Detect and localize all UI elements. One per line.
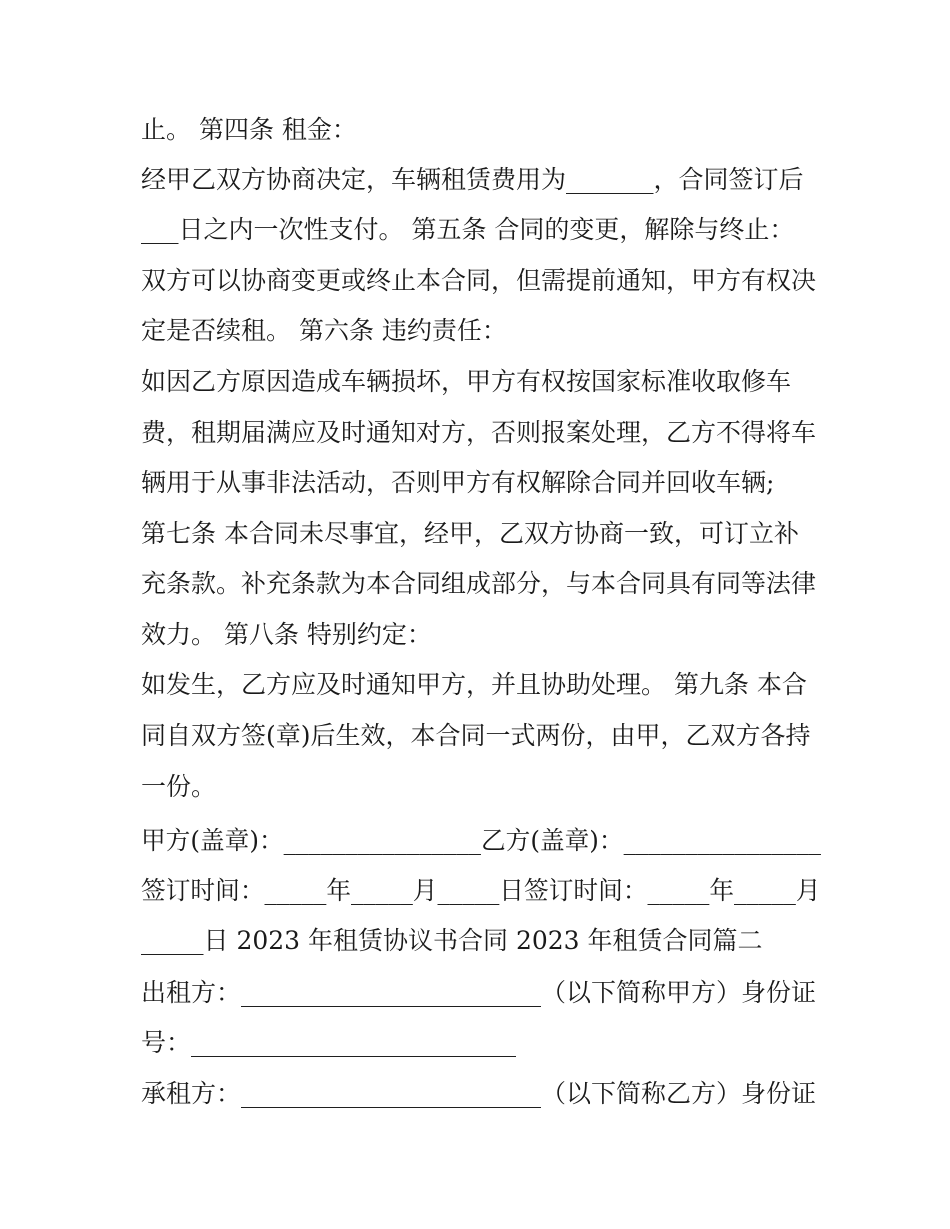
text-line: 双方可以协商变更或终止本合同，但需提前通知，甲方有权决 <box>141 266 817 295</box>
text-line: 如因乙方原因造成车辆损坏，甲方有权按国家标准收取修车 <box>141 367 792 396</box>
text-line: 一份。 <box>141 772 217 801</box>
text-line: 经甲乙双方协商决定，车辆租赁费用为_______，合同签订后 <box>141 165 804 194</box>
text-line: 充条款。补充条款为本合同组成部分，与本合同具有同等法律 <box>141 569 817 598</box>
text-line: 止。 第四条 租金： <box>141 115 357 144</box>
text-line: 如发生，乙方应及时通知甲方，并且协助处理。 第九条 本合 <box>141 670 807 699</box>
lessee-line: 承租方：________________________（以下简称乙方）身份证 <box>141 1079 817 1108</box>
text-line: 费，租期届满应及时通知对方，否则报案处理，乙方不得将车 <box>141 418 817 447</box>
signature-line: 甲方(盖章)：________________乙方(盖章)：________________ <box>141 826 821 855</box>
date-line: 签订时间：_____年_____月_____日签订时间：_____年_____月 <box>141 876 821 905</box>
text-line: 定是否续租。 第六条 违约责任： <box>141 316 507 345</box>
id-number-line: 号：__________________________ <box>141 1028 517 1057</box>
text-line: ___日之内一次性支付。 第五条 合同的变更，解除与终止： <box>141 215 795 244</box>
section-heading-line: _____日 2023 年租赁协议书合同 2023 年租赁合同篇二 <box>141 926 763 955</box>
text-line: 第七条 本合同未尽事宜，经甲，乙双方协商一致，可订立补 <box>141 519 799 548</box>
lessor-line: 出租方：________________________（以下简称甲方）身份证 <box>141 978 817 1007</box>
text-line: 辆用于从事非法活动，否则甲方有权解除合同并回收车辆; <box>141 468 775 497</box>
text-line: 同自双方签(章)后生效，本合同一式两份，由甲，乙双方各持 <box>141 721 811 750</box>
text-line: 效力。 第八条 特别约定： <box>141 620 432 649</box>
